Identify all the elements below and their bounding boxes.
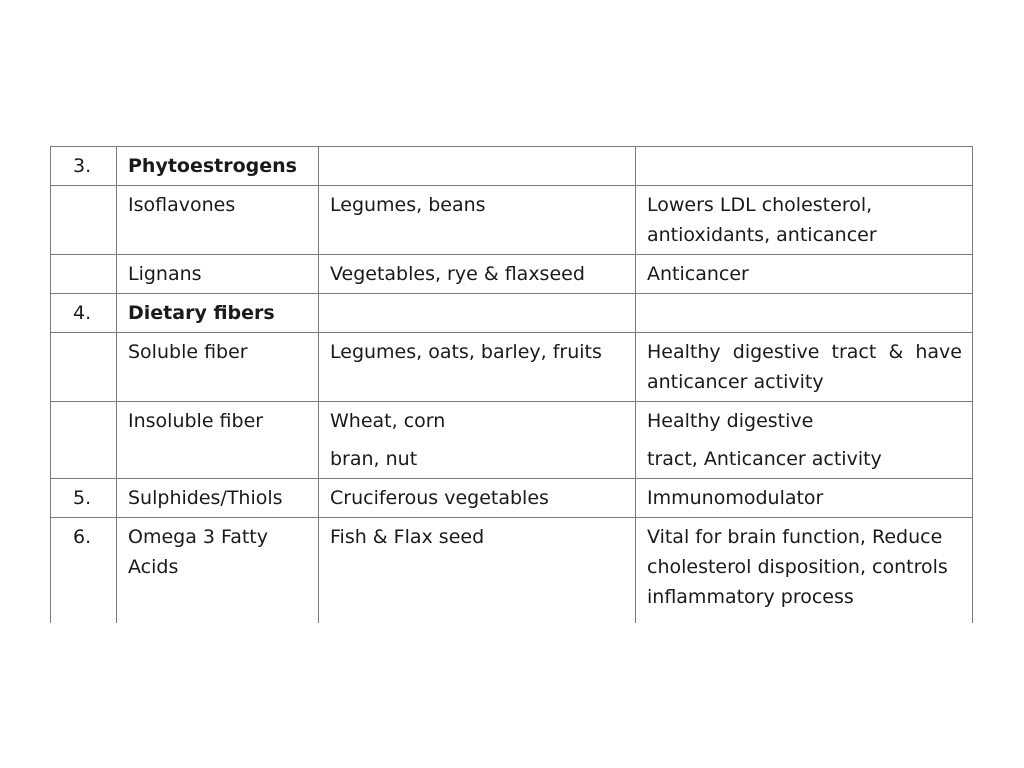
source-cell: Cruciferous vegetables bbox=[319, 479, 636, 518]
table-row bbox=[51, 147, 973, 186]
table-row bbox=[51, 294, 973, 333]
benefit-cell: Anticancer bbox=[636, 255, 973, 294]
row-number: 5. bbox=[51, 479, 117, 518]
benefit-cell bbox=[636, 294, 973, 333]
source-cell: Vegetables, rye & flaxseed bbox=[319, 255, 636, 294]
source-line: Wheat, corn bbox=[330, 410, 446, 432]
compound-cell: Soluble fiber bbox=[117, 333, 319, 402]
table-viewport bbox=[50, 146, 974, 623]
benefit-cell: Lowers LDL cholesterol, antioxidants, anticancer bbox=[636, 186, 973, 255]
source-cell bbox=[319, 147, 636, 186]
benefit-line: tract, Anticancer activity bbox=[647, 448, 882, 470]
source-cell bbox=[319, 402, 636, 479]
phytochemical-table bbox=[50, 146, 973, 623]
row-number: 4. bbox=[51, 294, 117, 333]
source-cell: Legumes, beans bbox=[319, 186, 636, 255]
category-heading: Phytoestrogens bbox=[117, 147, 319, 186]
table-row bbox=[51, 402, 973, 479]
compound-cell: Isoflavones bbox=[117, 186, 319, 255]
benefit-line: Healthy digestive bbox=[647, 410, 814, 432]
benefit-cell bbox=[636, 402, 973, 479]
source-cell: Fish & Flax seed bbox=[319, 518, 636, 624]
row-number bbox=[51, 186, 117, 255]
table-row bbox=[51, 518, 973, 624]
table-row bbox=[51, 479, 973, 518]
benefit-cell: Healthy digestive tract & have anticancer activity bbox=[636, 333, 973, 402]
compound-cell: Sulphides/Thiols bbox=[117, 479, 319, 518]
category-heading: Dietary fibers bbox=[117, 294, 319, 333]
source-cell: Legumes, oats, barley, fruits bbox=[319, 333, 636, 402]
benefit-cell: Vital for brain function, Reduce cholesterol disposition, controls inflammatory process bbox=[636, 518, 973, 624]
row-number: 6. bbox=[51, 518, 117, 624]
row-number bbox=[51, 402, 117, 479]
row-number bbox=[51, 333, 117, 402]
benefit-cell bbox=[636, 147, 973, 186]
row-number bbox=[51, 255, 117, 294]
table-row bbox=[51, 255, 973, 294]
row-number: 3. bbox=[51, 147, 117, 186]
table-row bbox=[51, 333, 973, 402]
table-row bbox=[51, 186, 973, 255]
benefit-cell: Immunomodulator bbox=[636, 479, 973, 518]
compound-cell: Omega 3 Fatty Acids bbox=[117, 518, 319, 624]
compound-cell: Lignans bbox=[117, 255, 319, 294]
compound-cell: Insoluble fiber bbox=[117, 402, 319, 479]
source-cell bbox=[319, 294, 636, 333]
source-line: bran, nut bbox=[330, 448, 418, 470]
